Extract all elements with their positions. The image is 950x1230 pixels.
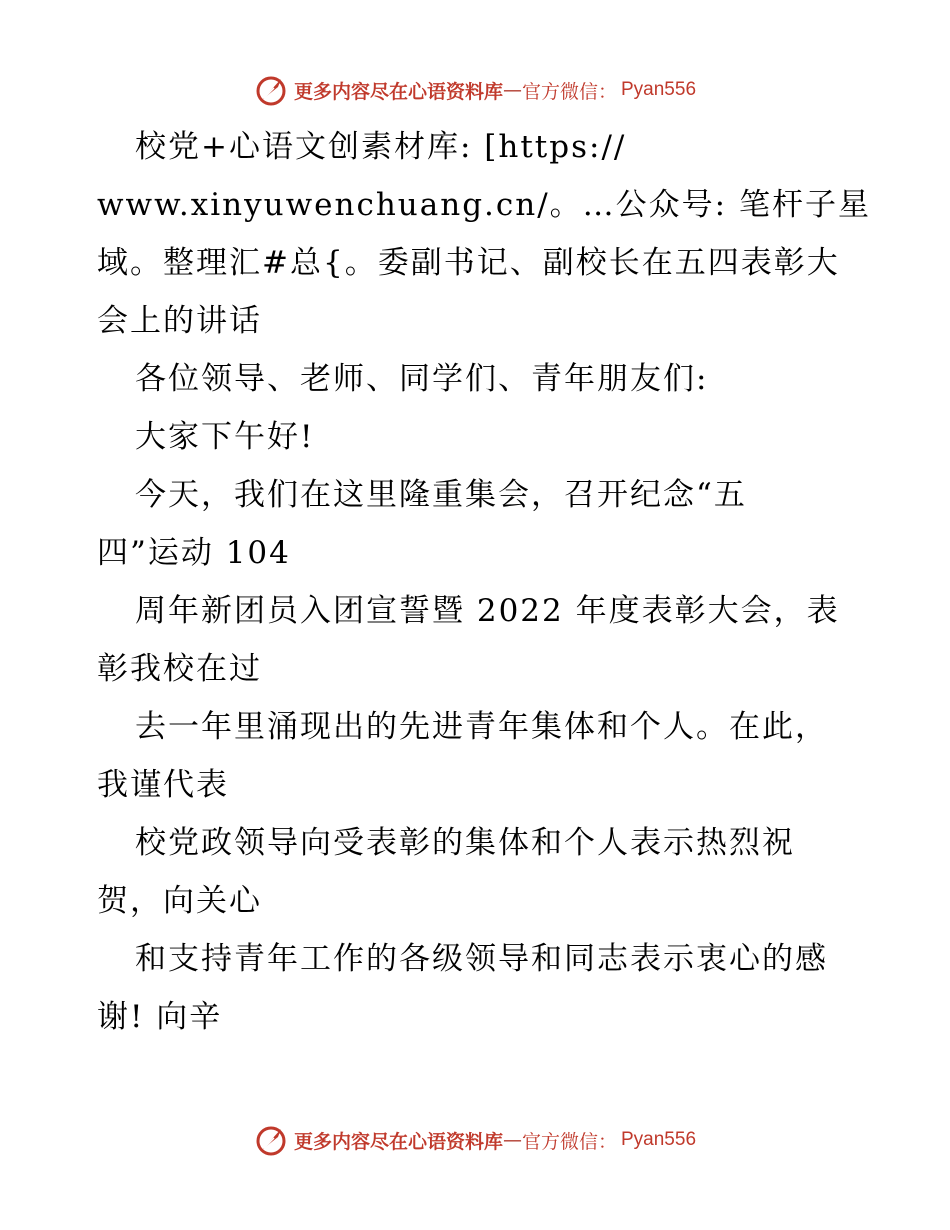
body-line: 大家下午好!	[135, 419, 315, 455]
body-line: 彰我校在过	[97, 651, 262, 687]
banner-wechat-label: 官方微信：	[521, 1130, 617, 1153]
body-line: 去一年里涌现出的先进青年集体和个人。在此，	[135, 709, 828, 745]
body-line: 我谨代表	[97, 767, 229, 803]
quill-logo-icon	[254, 1123, 288, 1157]
body-line: 贺，向关心	[97, 883, 262, 919]
body-line: 和支持青年工作的各级领导和同志表示衷心的感	[135, 941, 828, 977]
quill-logo-icon	[254, 73, 288, 107]
body-line: 校党+心语文创素材库: [https://	[135, 129, 627, 165]
body-line: 各位领导、老师、同学们、青年朋友们:	[135, 361, 709, 397]
body-line: 校党政领导向受表彰的集体和个人表示热烈祝	[135, 825, 795, 861]
banner-separator: —	[502, 79, 522, 101]
banner-wechat-label: 官方微信：	[521, 80, 617, 103]
body-line: 四”运动 104	[97, 535, 291, 571]
banner-wechat-id: Pyan556	[621, 79, 697, 100]
body-line: 域。整理汇#总{。委副书记、副校长在五四表彰大	[97, 245, 840, 281]
footer-banner	[0, 1120, 950, 1160]
banner-title: 更多内容尽在心语资料库	[293, 80, 503, 103]
document-body	[97, 118, 871, 1046]
body-line: 今天，我们在这里隆重集会，召开纪念“五	[135, 477, 747, 513]
body-line: www.xinyuwenchuang.cn/。…公众号: 笔杆子星	[97, 187, 871, 223]
body-line: 会上的讲话	[97, 303, 262, 339]
banner-title: 更多内容尽在心语资料库	[293, 1130, 503, 1153]
body-line: 谢! 向辛	[97, 999, 223, 1035]
banner-separator: —	[502, 1129, 522, 1151]
banner-wechat-id: Pyan556	[621, 1129, 697, 1150]
header-banner	[0, 70, 950, 110]
body-line: 周年新团员入团宣誓暨 2022 年度表彰大会，表	[135, 593, 840, 629]
